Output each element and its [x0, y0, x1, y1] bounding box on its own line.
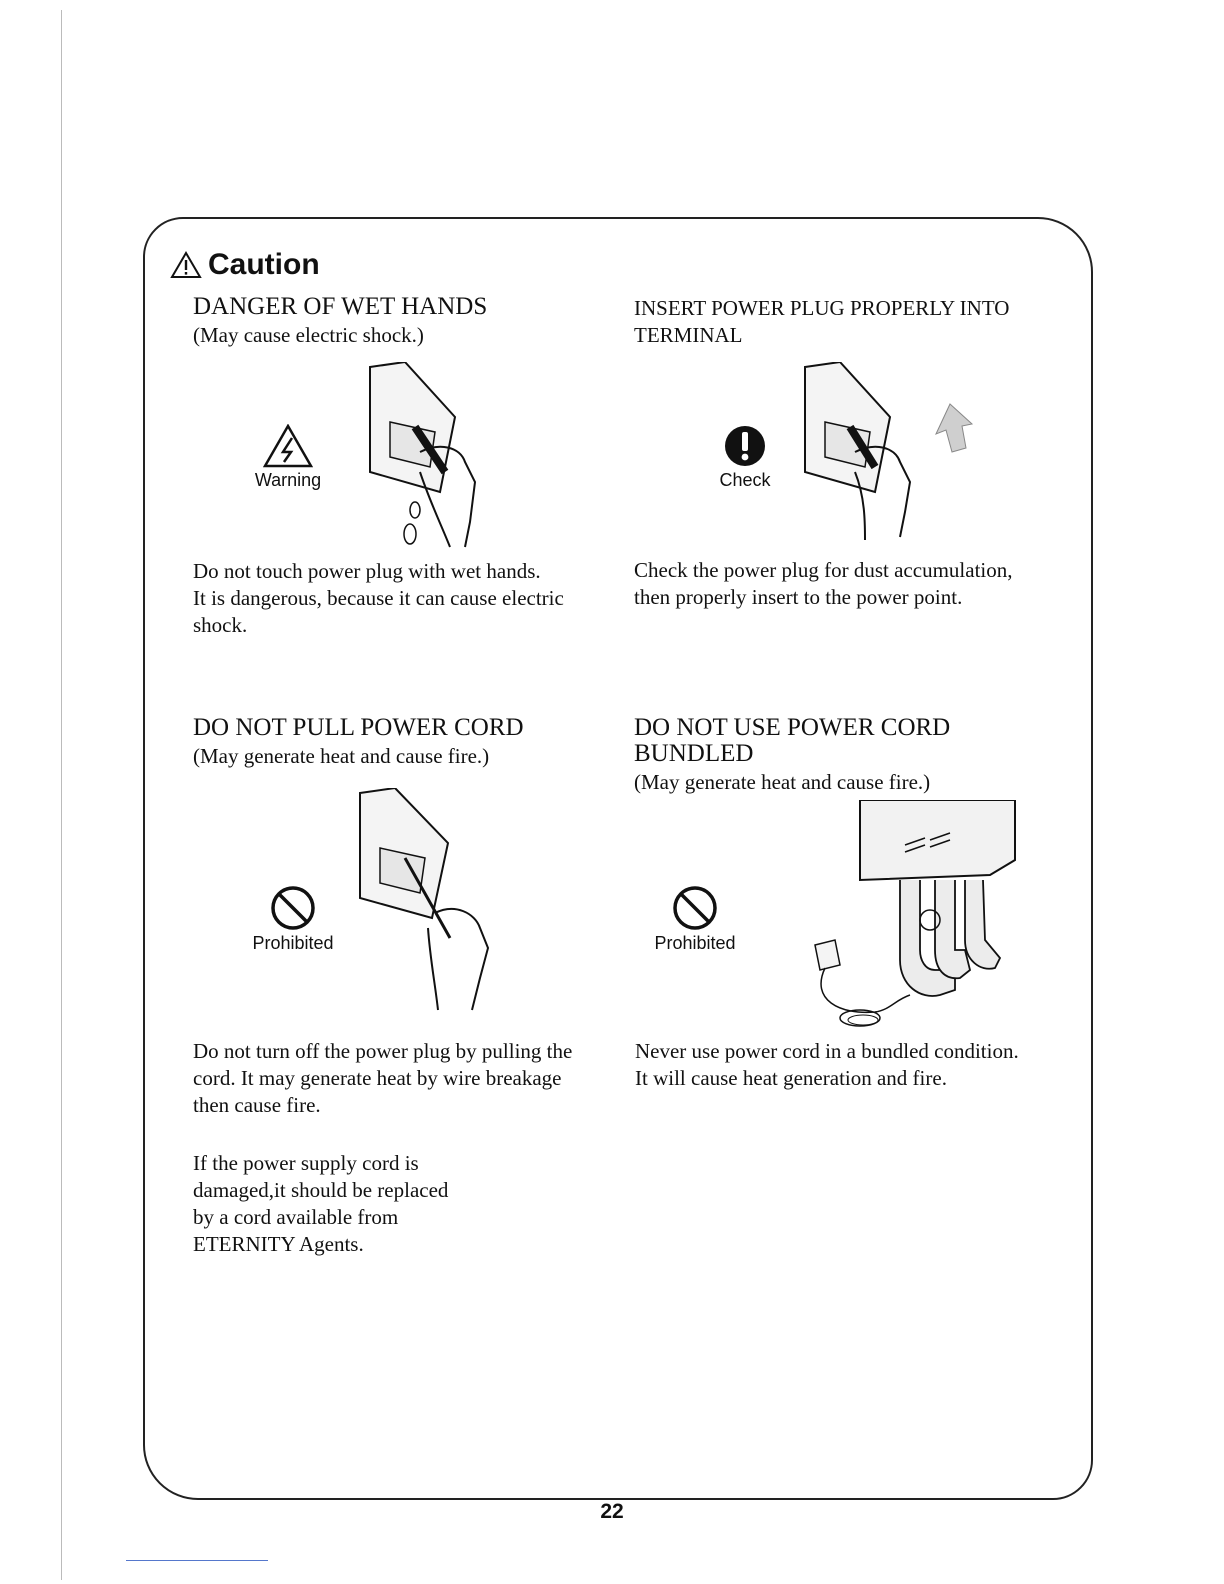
body-line: cord. It may generate heat by wire breakage [193, 1066, 562, 1090]
section-subtitle: (May cause electric shock.) [193, 323, 424, 347]
caution-triangle-icon [170, 251, 202, 279]
symbol-check [700, 424, 790, 491]
section-body [193, 558, 564, 639]
body-line: Do not turn off the power plug by pulling the [193, 1039, 573, 1063]
prohibited-icon [270, 885, 316, 931]
symbol-warning [238, 424, 338, 491]
note-line: ETERNITY Agents. [193, 1232, 364, 1256]
section-wet-hands [193, 294, 487, 349]
note-line: damaged,it should be replaced [193, 1178, 449, 1202]
section-title [634, 295, 1009, 349]
prohibited-icon [672, 885, 718, 931]
exclamation-circle-icon [723, 424, 767, 468]
bundled-cord-heater-illustration [795, 800, 1020, 1035]
body-line: It will cause heat generation and fire. [635, 1066, 947, 1090]
caution-heading [170, 248, 320, 282]
section-title: DO NOT PULL POWER CORD [193, 714, 524, 741]
body-line: It is dangerous, because it can cause electric [193, 586, 564, 610]
section-pull-cord [193, 715, 524, 770]
section-bundled-cord [634, 715, 950, 796]
section-title: DANGER OF WET HANDS [193, 293, 488, 320]
body-line: Do not touch power plug with wet hands. [193, 559, 541, 583]
footer-rule [126, 1560, 268, 1561]
title-line: BUNDLED [634, 740, 754, 767]
symbol-label: Check [719, 470, 771, 490]
page-number: 22 [600, 1500, 624, 1523]
pull-cord-illustration [350, 788, 500, 1013]
wet-hand-plug-illustration [360, 362, 500, 552]
section-insert-plug [634, 295, 1009, 349]
symbol-label: Prohibited [654, 933, 736, 953]
symbol-prohibited [645, 885, 745, 954]
section-subtitle: (May generate heat and cause fire.) [193, 744, 490, 768]
section-subtitle: (May generate heat and cause fire.) [634, 770, 931, 794]
symbol-label: Warning [254, 470, 322, 490]
body-line: then properly insert to the power point. [634, 585, 963, 609]
title-line: TERMINAL [634, 323, 743, 347]
note-line: by a cord available from [193, 1205, 399, 1229]
section-body [193, 1038, 572, 1119]
symbol-prohibited [243, 885, 343, 954]
body-line: shock. [193, 613, 248, 637]
replacement-note [193, 1150, 448, 1258]
section-title [634, 715, 950, 767]
scan-margin-line [61, 10, 62, 1580]
body-line: then cause fire. [193, 1093, 321, 1117]
body-line: Check the power plug for dust accumulation, [634, 558, 1013, 582]
section-body [635, 1038, 1019, 1092]
title-line: DO NOT USE POWER CORD [634, 714, 951, 741]
electric-warning-icon [263, 424, 313, 468]
caution-heading-text: Caution [208, 248, 320, 281]
symbol-label: Prohibited [252, 933, 334, 953]
insert-plug-illustration [800, 362, 980, 542]
title-line: INSERT POWER PLUG PROPERLY INTO [634, 296, 1010, 320]
body-line: Never use power cord in a bundled condition. [635, 1039, 1019, 1063]
note-line: If the power supply cord is [193, 1151, 419, 1175]
section-body [634, 557, 1012, 611]
